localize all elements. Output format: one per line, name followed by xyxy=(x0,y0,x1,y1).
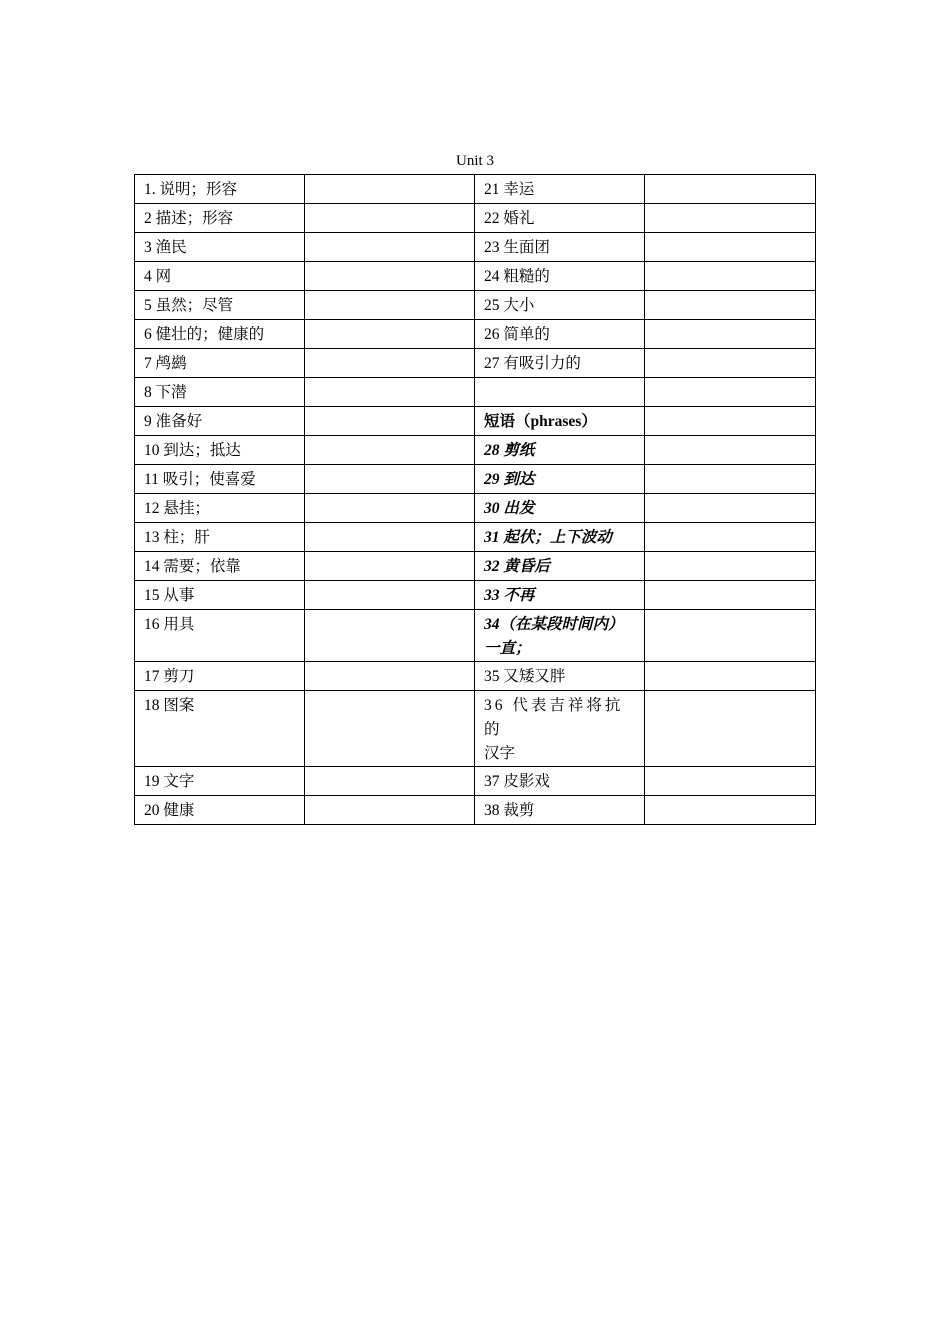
table-row xyxy=(135,552,816,581)
vocabulary-table xyxy=(134,174,816,825)
word-prompt-cell: 11 吸引；使喜爱 xyxy=(135,465,305,494)
answer-cell xyxy=(645,436,816,465)
answer-cell xyxy=(645,378,816,407)
answer-cell xyxy=(305,767,475,796)
answer-cell xyxy=(645,691,816,767)
phrase-prompt-cell xyxy=(475,691,645,767)
table-row xyxy=(135,662,816,691)
answer-cell xyxy=(305,175,475,204)
word-prompt-cell: 19 文字 xyxy=(135,767,305,796)
phrase-line-2: 汉字 xyxy=(484,745,516,762)
answer-cell xyxy=(305,436,475,465)
empty-cell xyxy=(475,378,645,407)
word-prompt-cell: 16 用具 xyxy=(135,610,305,662)
answer-cell xyxy=(305,262,475,291)
word-prompt-cell: 3 渔民 xyxy=(135,233,305,262)
answer-cell xyxy=(645,494,816,523)
table-row xyxy=(135,320,816,349)
word-prompt-cell: 13 柱；肝 xyxy=(135,523,305,552)
answer-cell xyxy=(645,662,816,691)
answer-cell xyxy=(305,407,475,436)
word-prompt-cell: 10 到达；抵达 xyxy=(135,436,305,465)
table-row xyxy=(135,691,816,767)
answer-cell xyxy=(645,523,816,552)
answer-cell xyxy=(645,465,816,494)
word-prompt-cell: 9 准备好 xyxy=(135,407,305,436)
table-row xyxy=(135,233,816,262)
word-prompt-cell: 27 有吸引力的 xyxy=(475,349,645,378)
phrases-heading: 短语（phrases） xyxy=(475,407,645,436)
answer-cell xyxy=(305,796,475,825)
answer-cell xyxy=(645,796,816,825)
table-row xyxy=(135,581,816,610)
answer-cell xyxy=(645,407,816,436)
answer-cell xyxy=(645,175,816,204)
answer-cell xyxy=(305,465,475,494)
phrase-prompt-cell: 28 剪纸 xyxy=(475,436,645,465)
table-row xyxy=(135,610,816,662)
answer-cell xyxy=(645,262,816,291)
word-prompt-cell: 25 大小 xyxy=(475,291,645,320)
phrase-prompt-cell: 33 不再 xyxy=(475,581,645,610)
word-prompt-cell: 26 简单的 xyxy=(475,320,645,349)
phrase-prompt-cell: 32 黄昏后 xyxy=(475,552,645,581)
table-row xyxy=(135,523,816,552)
answer-cell xyxy=(645,552,816,581)
word-prompt-cell: 20 健康 xyxy=(135,796,305,825)
answer-cell xyxy=(645,581,816,610)
table-row xyxy=(135,494,816,523)
table-row xyxy=(135,291,816,320)
word-prompt-cell: 17 剪刀 xyxy=(135,662,305,691)
table-row xyxy=(135,378,816,407)
answer-cell xyxy=(305,233,475,262)
table-row xyxy=(135,262,816,291)
answer-cell xyxy=(645,233,816,262)
word-prompt-cell: 6 健壮的；健康的 xyxy=(135,320,305,349)
phrase-prompt-cell: 29 到达 xyxy=(475,465,645,494)
answer-cell xyxy=(305,204,475,233)
word-prompt-cell: 8 下潜 xyxy=(135,378,305,407)
word-prompt-cell: 23 生面团 xyxy=(475,233,645,262)
answer-cell xyxy=(645,610,816,662)
phrase-prompt-cell xyxy=(475,610,645,662)
word-prompt-cell: 15 从事 xyxy=(135,581,305,610)
phrase-prompt-cell: 38 裁剪 xyxy=(475,796,645,825)
answer-cell xyxy=(645,291,816,320)
word-prompt-cell: 7 鸬鹚 xyxy=(135,349,305,378)
word-prompt-cell: 2 描述；形容 xyxy=(135,204,305,233)
answer-cell xyxy=(305,320,475,349)
phrase-line-2: 一直； xyxy=(484,640,531,657)
table-row xyxy=(135,204,816,233)
answer-cell xyxy=(305,610,475,662)
answer-cell xyxy=(305,349,475,378)
word-prompt-cell: 14 需要；依靠 xyxy=(135,552,305,581)
answer-cell xyxy=(305,581,475,610)
word-prompt-cell: 18 图案 xyxy=(135,691,305,767)
phrase-prompt-cell: 31 起伏；上下波动 xyxy=(475,523,645,552)
phrase-prompt-cell: 35 又矮又胖 xyxy=(475,662,645,691)
page-title: Unit 3 xyxy=(456,153,494,169)
answer-cell xyxy=(305,691,475,767)
answer-cell xyxy=(645,767,816,796)
table-row xyxy=(135,175,816,204)
table-row xyxy=(135,436,816,465)
table-row xyxy=(135,349,816,378)
word-prompt-cell: 21 幸运 xyxy=(475,175,645,204)
answer-cell xyxy=(305,523,475,552)
word-prompt-cell: 22 婚礼 xyxy=(475,204,645,233)
answer-cell xyxy=(305,494,475,523)
table-row xyxy=(135,767,816,796)
answer-cell xyxy=(305,662,475,691)
phrase-prompt-cell: 30 出发 xyxy=(475,494,645,523)
answer-cell xyxy=(305,291,475,320)
phrase-prompt-cell: 37 皮影戏 xyxy=(475,767,645,796)
answer-cell xyxy=(305,552,475,581)
table-row xyxy=(135,407,816,436)
answer-cell xyxy=(645,204,816,233)
answer-cell xyxy=(645,320,816,349)
word-prompt-cell: 24 粗糙的 xyxy=(475,262,645,291)
phrase-line-1: 34（在某段时间内） xyxy=(484,616,624,633)
word-prompt-cell: 5 虽然；尽管 xyxy=(135,291,305,320)
table-row xyxy=(135,796,816,825)
word-prompt-cell: 12 悬挂； xyxy=(135,494,305,523)
word-prompt-cell: 4 网 xyxy=(135,262,305,291)
table-row xyxy=(135,465,816,494)
word-prompt-cell: 1. 说明；形容 xyxy=(135,175,305,204)
phrase-line-1: 36 代表吉祥将抗的 xyxy=(484,697,624,738)
answer-cell xyxy=(645,349,816,378)
answer-cell xyxy=(305,378,475,407)
